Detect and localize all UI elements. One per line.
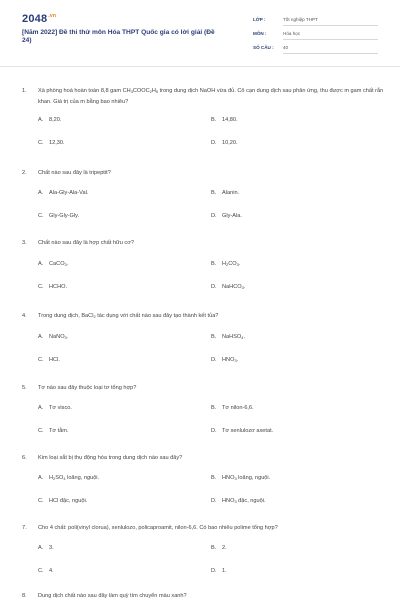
question-text: Trong dung dịch, BaCl$_2$ tác dụng với chất nào sau đây tạo thành kết tủa? [38,313,219,319]
option-text: 4. [49,568,54,574]
header-divider [0,66,400,67]
logo-text: 2048 [22,13,48,25]
option-letter: C. [38,357,44,363]
question-text: Chất nào sau đây là tripeptit? [38,170,111,176]
document-header [0,0,400,62]
question-5 [22,383,384,393]
option-text: 3. [49,545,54,551]
option-letter: D. [211,568,217,574]
meta-class-key: LỚP : [253,17,266,22]
meta-divider [283,25,378,26]
answer-option-b[interactable] [211,475,270,481]
meta-class-value: Tốt nghiệp THPT [283,17,318,22]
question-text: Chất nào sau đây là hợp chất hữu cơ? [38,240,134,246]
option-letter: D. [211,498,217,504]
option-letter: D. [211,284,217,290]
option-text: 12,30. [49,140,65,146]
answer-option-c[interactable] [38,357,60,363]
option-text: 10,20. [222,140,238,146]
option-text: $HNO_3$. [222,357,239,363]
question-text: Tơ nào sau đây thuộc loại tơ tổng hợp? [38,385,137,391]
option-text: 2. [222,545,227,551]
option-letter: A. [38,117,44,123]
option-text: HCHO. [49,284,68,290]
answer-option-a[interactable] [38,405,72,411]
question-number: 5. [22,385,27,391]
option-letter: C. [38,284,44,290]
option-letter: B. [211,117,217,123]
question-number: 6. [22,455,27,461]
answer-option-c[interactable] [38,213,79,219]
answer-option-b[interactable] [211,545,227,551]
meta-subject [253,31,378,36]
meta-count-value: 40 [283,45,289,50]
meta-subject-value: Hóa học [283,31,301,36]
answer-option-a[interactable] [38,261,68,267]
question-2 [22,168,384,178]
option-letter: A. [38,475,44,481]
option-letter: C. [38,140,44,146]
question-number: 4. [22,313,27,319]
option-text: HCl đặc, nguội. [49,498,88,504]
option-text: CaCO$_3$. [49,261,69,267]
answer-option-c[interactable] [38,428,69,434]
option-letter: C. [38,213,44,219]
question-text: Kim loại sắt bị thụ động hóa trong dung dịch nào sau đây? [38,455,183,461]
option-letter: B. [211,190,217,196]
option-letter: A. [38,190,44,196]
answer-option-b[interactable] [211,261,240,267]
option-text: Alanin. [222,190,240,196]
option-text: NaNO$_3$. [49,334,69,340]
answer-option-c[interactable] [38,498,87,504]
question-4 [22,311,384,322]
option-letter: B. [211,545,217,551]
option-text: 8,20. [49,117,62,123]
option-text: $H_2SO_4$ loãng, nguội. [49,475,100,481]
meta-divider [283,53,378,54]
answer-option-b[interactable] [211,117,238,123]
answer-option-d[interactable] [211,140,238,146]
option-text: 1. [222,568,227,574]
option-letter: A. [38,405,44,411]
answer-option-d[interactable] [211,213,242,219]
question-1 [22,86,384,107]
option-letter: A. [38,261,44,267]
option-letter: C. [38,498,44,504]
question-number: 7. [22,525,27,531]
option-letter: B. [211,405,217,411]
option-text: $HNO_3$ đặc, nguội. [222,498,266,504]
option-text: HCl. [49,357,60,363]
question-6 [22,453,384,463]
option-text: NaHCO$_3$. [222,284,246,290]
meta-class [253,17,378,22]
answer-option-c[interactable] [38,568,54,574]
option-letter: C. [38,568,44,574]
option-letter: B. [211,261,217,267]
option-text: Tơ visco. [49,405,72,411]
option-letter: A. [38,545,44,551]
answer-option-a[interactable] [38,475,99,481]
answer-option-c[interactable] [38,140,65,146]
answer-option-a[interactable] [38,190,88,196]
question-text: Xà phòng hoá hoàn toàn 8,8 gam $CH_3COOC_2H_5$ trong dung dịch NaOH vừa đủ. Cô cạn dung dịch sau phản ứng, thu được m gam chất rắn khan. Giá trị của m bằng bao nhiêu? [38,88,384,105]
question-text: Cho 4 chất: poli(vinyl clorua), xenlulozo, policaproamit, nilon-6,6. Có bao nhiêu polime tổng hợp? [38,525,278,531]
question-number: 3. [22,240,27,246]
option-text: Tơ xenlulozơ axetat. [222,428,274,434]
question-number: 8. [22,593,27,599]
logo-suffix: .vn [48,13,57,20]
option-letter: D. [211,357,217,363]
answer-option-d[interactable] [211,498,266,504]
option-text: NaHSO$_4$. [222,334,246,340]
option-text: Ala-Gly-Ala-Val. [49,190,89,196]
meta-divider [283,39,378,40]
option-text: 14,80. [222,117,238,123]
option-letter: B. [211,334,217,340]
question-8 [22,591,384,600]
answer-option-b[interactable] [211,190,239,196]
meta-count-key: SỐ CÂU : [253,45,274,50]
answer-option-d[interactable] [211,357,238,363]
document-title: [Năm 2022] Đề thi thử môn Hóa THPT Quốc gia có lời giải (Đề 24) [22,29,215,45]
question-number: 1. [22,88,27,94]
option-text: $H_2CO_3$. [222,261,241,267]
answer-option-b[interactable] [211,334,245,340]
option-letter: A. [38,334,44,340]
question-3 [22,238,384,248]
option-letter: C. [38,428,44,434]
answer-option-a[interactable] [38,334,68,340]
question-7 [22,523,384,533]
meta-count [253,45,378,50]
option-text: Gly-Gly-Gly. [49,213,80,219]
answer-option-a[interactable] [38,545,54,551]
answer-option-d[interactable] [211,284,245,290]
option-letter: D. [211,428,217,434]
option-letter: D. [211,213,217,219]
option-text: Gly-Ala. [222,213,242,219]
answer-option-c[interactable] [38,284,67,290]
option-text: $HNO_3$ loãng, nguội. [222,475,271,481]
answer-option-d[interactable] [211,428,273,434]
option-letter: D. [211,140,217,146]
answer-option-b[interactable] [211,405,254,411]
site-logo[interactable] [22,13,56,25]
question-text: Dung dịch chất nào sau đây làm quỳ tím chuyển màu xanh? [38,593,187,599]
question-number: 2. [22,170,27,176]
answer-option-a[interactable] [38,117,61,123]
option-text: Tơ nilon-6,6. [222,405,254,411]
option-text: Tơ tằm. [49,428,69,434]
option-letter: B. [211,475,217,481]
answer-option-d[interactable] [211,568,227,574]
meta-subject-key: MÔN : [253,31,267,36]
